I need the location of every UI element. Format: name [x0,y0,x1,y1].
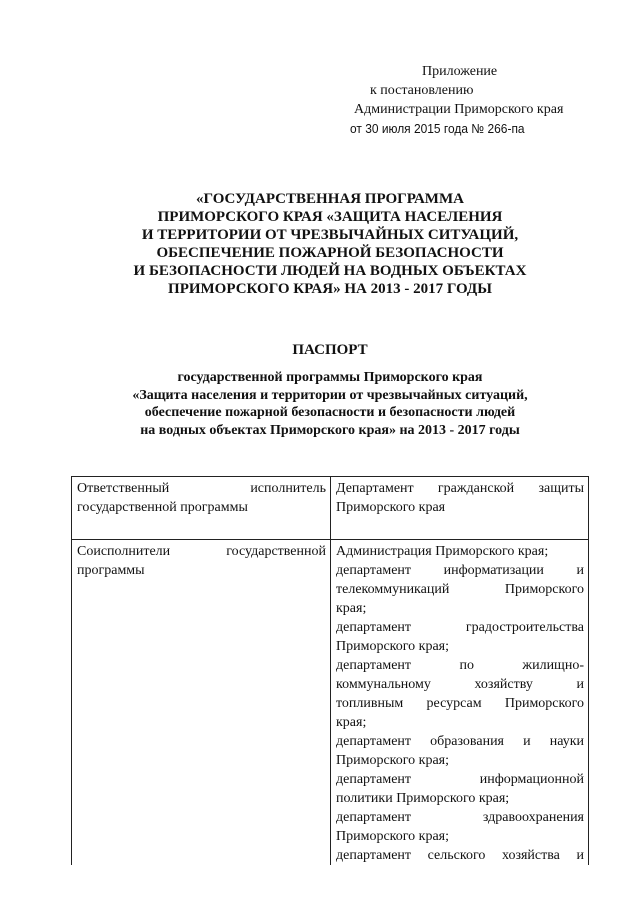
passport-heading: ПАСПОРТ [292,342,368,358]
cell-line: телекоммуникаций Приморского [336,582,584,597]
cell-line [77,479,326,498]
passport-subtitle-line: на водных объектах Приморского края» на 2013 - 2017 годы [140,422,520,438]
cell-line: государственной программы [77,500,248,515]
cell-line: Администрация Приморского края; [336,544,549,559]
table-row [72,540,589,866]
cell-line: Приморского края; [336,829,450,844]
program-title [80,190,580,298]
passport-subtitle-line: «Защита населения и территории от чрезвычайных ситуаций, [132,387,528,403]
cell-line: программы [77,563,145,578]
program-title-line: ОБЕСПЕЧЕНИЕ ПОЖАРНОЙ БЕЗОПАСНОСТИ [156,245,504,261]
cell-line: политики Приморского края; [336,791,510,806]
program-title-line: И БЕЗОПАСНОСТИ ЛЮДЕЙ НА ВОДНЫХ ОБЪЕКТАХ [133,263,527,279]
appendix-line-resolution: к постановлению [370,83,474,98]
cell-line: департамент информатизации и [336,563,584,578]
program-title-line: И ТЕРРИТОРИИ ОТ ЧРЕЗВЫЧАЙНЫХ СИТУАЦИЙ, [141,227,519,243]
table-row [72,477,589,540]
cell-line: департамент информационной [336,772,584,787]
cell-line: коммунальному хозяйству и [336,677,584,692]
cell-line: Приморского края; [336,639,450,654]
program-title-line: «ГОСУДАРСТВЕННАЯ ПРОГРАММА [196,191,464,207]
passport-table [71,476,589,865]
appendix-title: Приложение [422,64,498,79]
table-cell-value [331,477,589,540]
cell-word: исполнитель [250,481,326,496]
cell-line: департамент градостроительства [336,620,584,635]
appendix-block [350,62,590,138]
table-cell-label [72,477,331,540]
table-cell-label [72,540,331,866]
table-cell-value [331,540,589,866]
cell-line: края; [336,715,367,730]
cell-line: департамент по жилищно- [336,658,584,673]
program-title-line: ПРИМОРСКОГО КРАЯ» НА 2013 - 2017 ГОДЫ [168,281,492,297]
appendix-line-administration: Администрации Приморского края [354,102,564,117]
cell-word: государственной [226,544,326,559]
cell-line: Приморского края [336,500,446,515]
cell-line: департамент образования и науки [336,734,584,749]
cell-line: Департамент гражданской защиты [336,481,584,496]
cell-line [77,542,326,561]
cell-line: края; [336,601,367,616]
cell-line: Приморского края; [336,753,450,768]
program-title-line: ПРИМОРСКОГО КРАЯ «ЗАЩИТА НАСЕЛЕНИЯ [157,209,503,225]
cell-word: Ответственный [77,481,170,496]
passport-subtitle-line: обеспечение пожарной безопасности и безопасности людей [144,405,516,420]
cell-line: департамент здравоохранения [336,810,584,825]
cell-line: департамент сельского хозяйства и [336,848,584,863]
appendix-date: от 30 июля 2015 года № 266-па [350,121,525,136]
passport-subtitle [60,369,600,439]
passport-subtitle-line: государственной программы Приморского края [177,370,483,385]
cell-line: топливным ресурсам Приморского [336,696,584,711]
cell-word: Соисполнители [77,544,171,559]
